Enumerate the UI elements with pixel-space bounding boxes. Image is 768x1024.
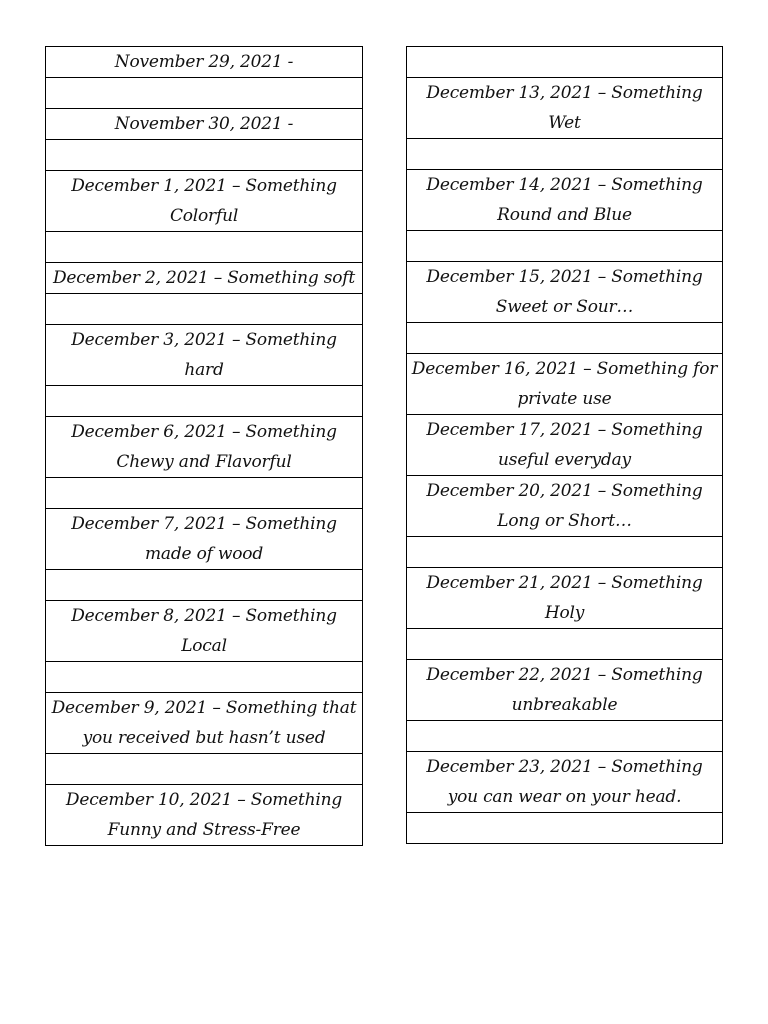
right-gift-schedule-table xyxy=(406,46,723,844)
schedule-cell: November 29, 2021 - xyxy=(46,47,363,78)
schedule-cell: December 15, 2021 – Something Sweet or Sour… xyxy=(407,262,723,323)
blank-cell xyxy=(46,478,363,509)
schedule-cell: November 30, 2021 - xyxy=(46,109,363,140)
schedule-cell: December 13, 2021 – Something Wet xyxy=(407,78,723,139)
blank-cell xyxy=(46,662,363,693)
blank-cell xyxy=(407,139,723,170)
blank-cell xyxy=(46,232,363,263)
blank-cell xyxy=(46,78,363,109)
schedule-cell: December 9, 2021 – Something that you received but hasn’t used xyxy=(46,693,363,754)
blank-cell xyxy=(46,570,363,601)
left-gift-schedule-table xyxy=(45,46,363,846)
blank-cell xyxy=(407,537,723,568)
blank-cell xyxy=(407,721,723,752)
blank-cell xyxy=(46,754,363,785)
blank-cell xyxy=(46,294,363,325)
schedule-cell: December 2, 2021 – Something soft xyxy=(46,263,363,294)
schedule-cell: December 10, 2021 – Something Funny and Stress-Free xyxy=(46,785,363,846)
blank-cell xyxy=(407,813,723,844)
schedule-cell: December 6, 2021 – Something Chewy and Flavorful xyxy=(46,417,363,478)
schedule-cell: December 20, 2021 – Something Long or Short… xyxy=(407,476,723,537)
schedule-cell: December 16, 2021 – Something for private use xyxy=(407,354,723,415)
blank-cell xyxy=(46,140,363,171)
schedule-cell: December 1, 2021 – Something Colorful xyxy=(46,171,363,232)
blank-cell xyxy=(46,386,363,417)
blank-cell xyxy=(407,47,723,78)
schedule-cell: December 17, 2021 – Something useful everyday xyxy=(407,415,723,476)
schedule-cell: December 23, 2021 – Something you can wear on your head. xyxy=(407,752,723,813)
blank-cell xyxy=(407,231,723,262)
schedule-cell: December 21, 2021 – Something Holy xyxy=(407,568,723,629)
schedule-cell: December 7, 2021 – Something made of wood xyxy=(46,509,363,570)
schedule-cell: December 14, 2021 – Something Round and Blue xyxy=(407,170,723,231)
schedule-cell: December 8, 2021 – Something Local xyxy=(46,601,363,662)
schedule-cell: December 3, 2021 – Something hard xyxy=(46,325,363,386)
blank-cell xyxy=(407,323,723,354)
blank-cell xyxy=(407,629,723,660)
schedule-cell: December 22, 2021 – Something unbreakable xyxy=(407,660,723,721)
